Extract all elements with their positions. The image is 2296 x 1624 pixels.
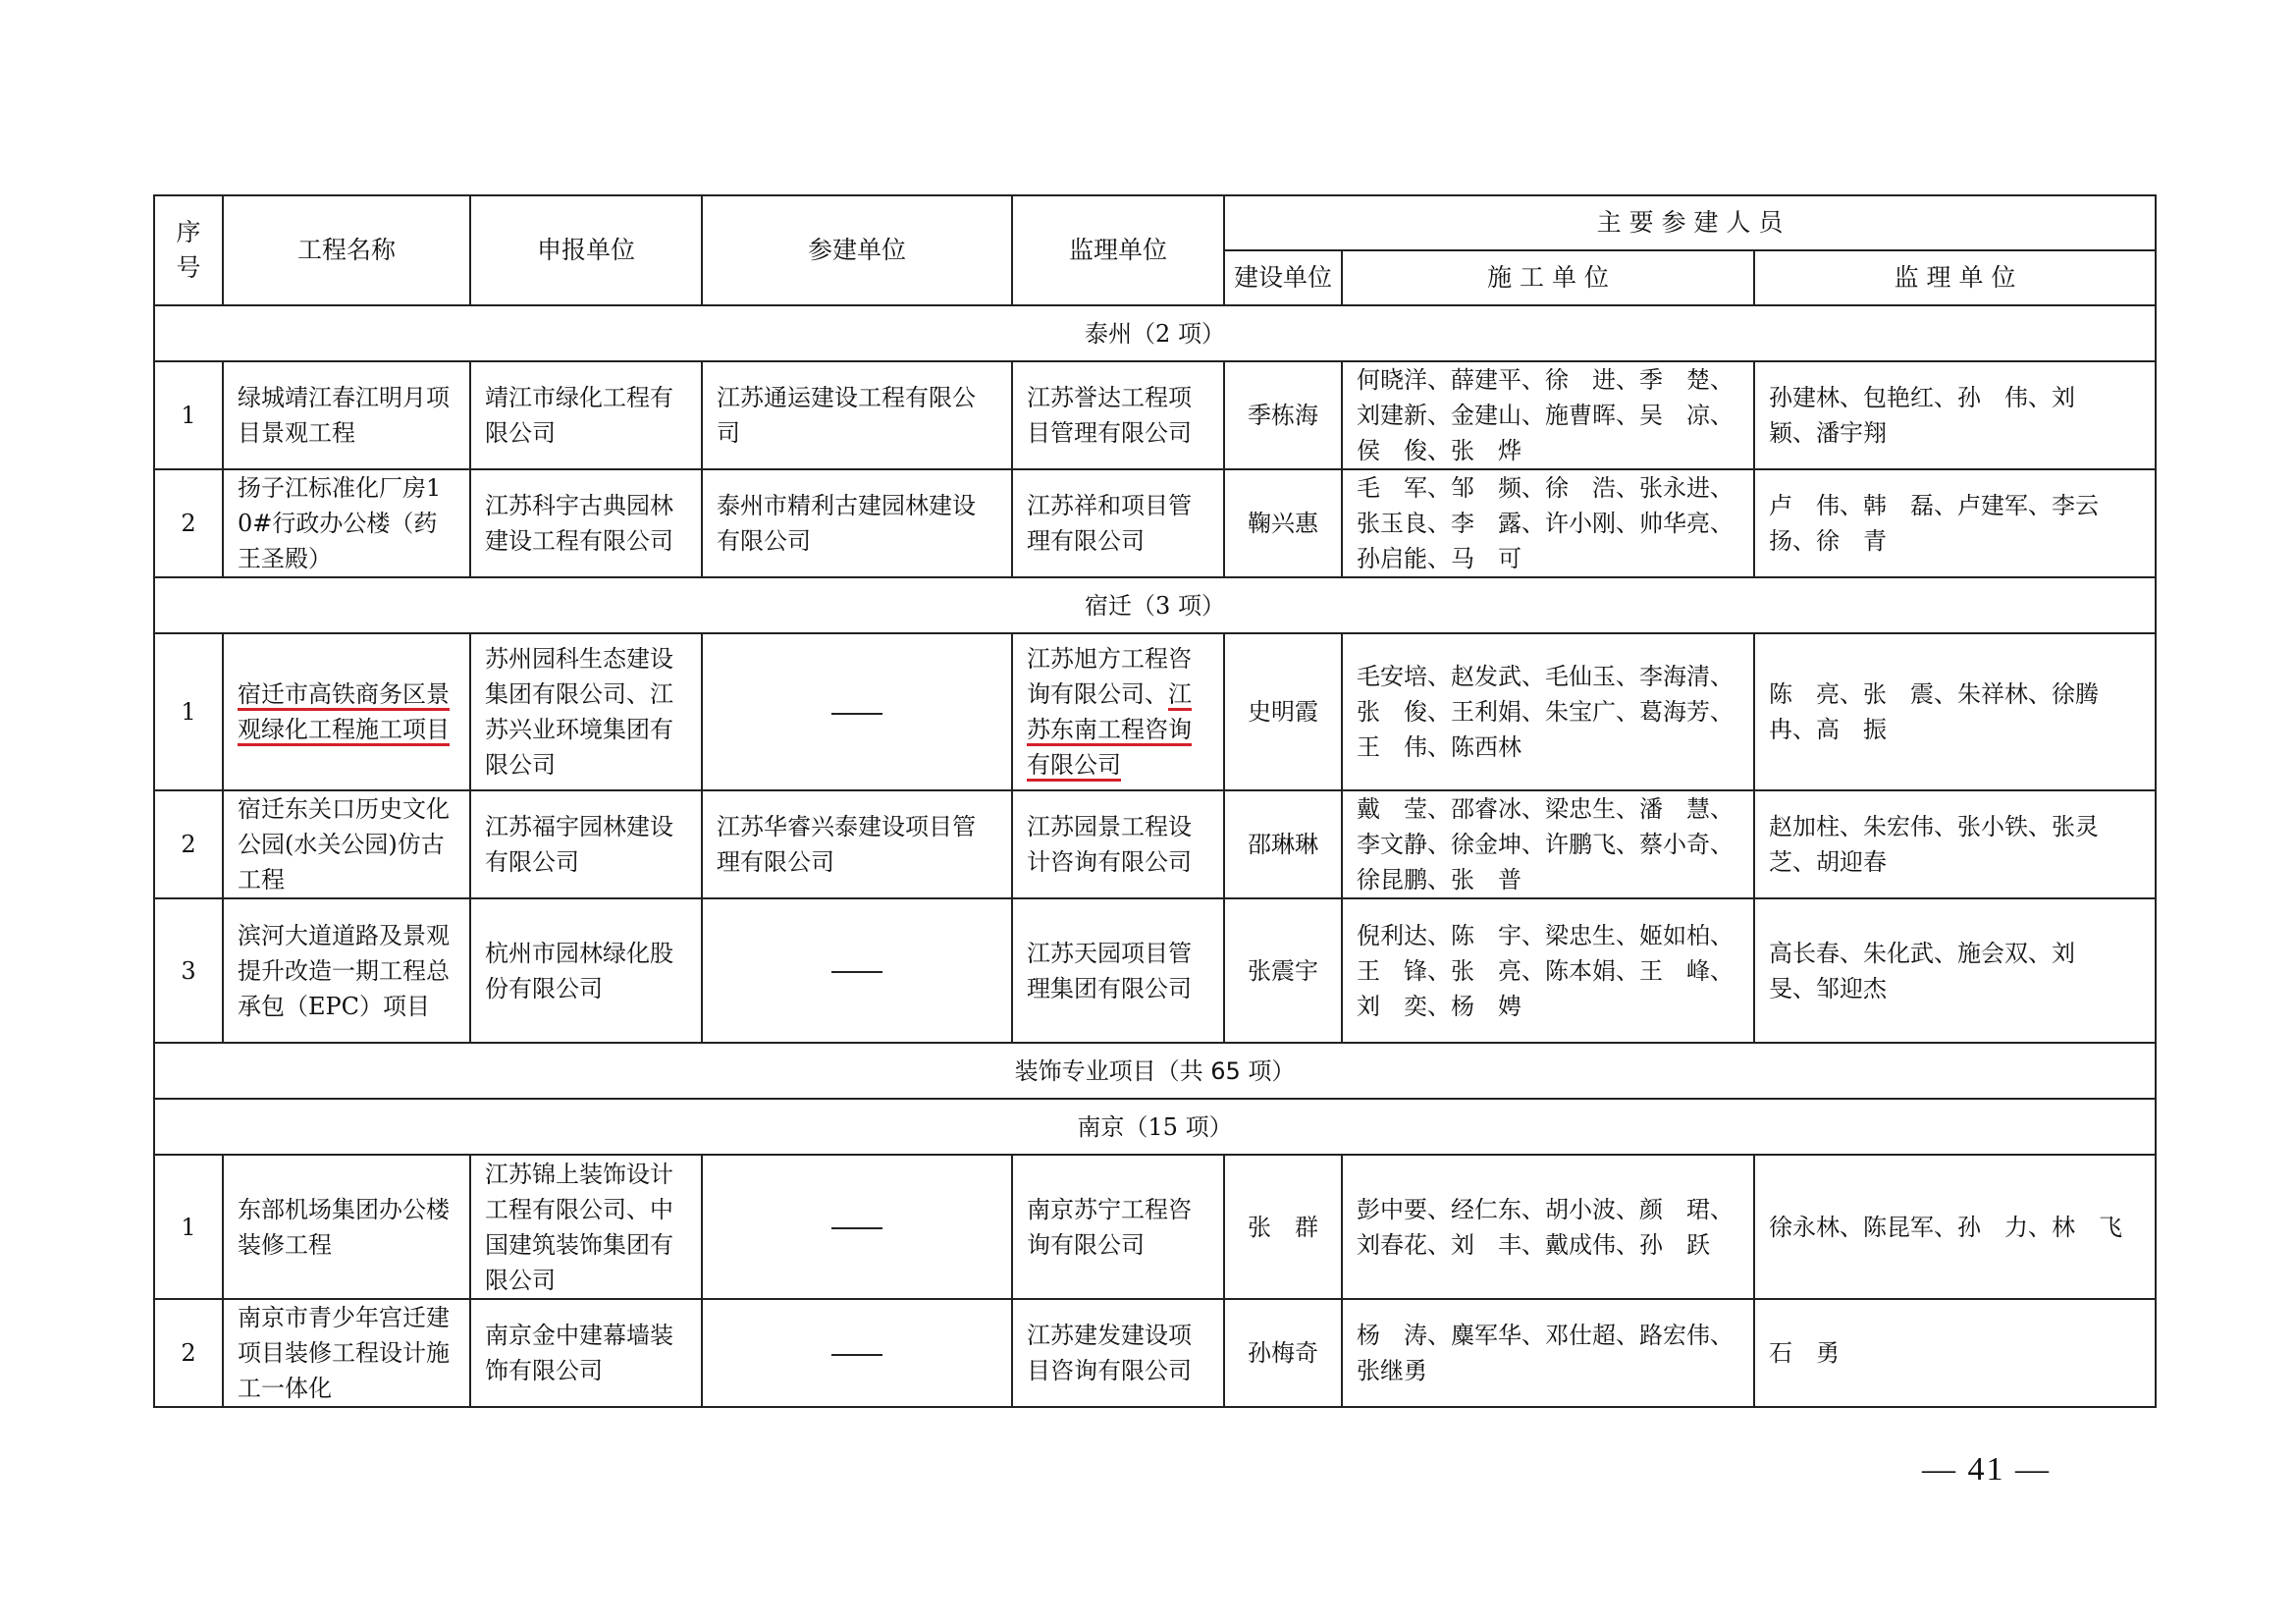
cell-construction: 毛 军、邹 频、徐 浩、张永进、张玉良、李 露、许小刚、帅华亮、孙启能、马 可 <box>1342 469 1754 577</box>
empty-dash <box>831 1227 882 1229</box>
cell-owner: 季栋海 <box>1224 361 1342 469</box>
cell-owner: 张 群 <box>1224 1155 1342 1299</box>
cell-name <box>223 633 470 790</box>
empty-dash <box>831 1354 882 1356</box>
cell-construction: 彭中要、经仁东、胡小波、颜 珺、刘春花、刘 丰、戴成伟、孙 跃 <box>1342 1155 1754 1299</box>
cell-no: 1 <box>154 633 223 790</box>
table-row <box>154 633 2156 790</box>
region-row <box>154 577 2156 633</box>
header-applicant: 申报单位 <box>470 195 702 305</box>
header-construction: 施 工 单 位 <box>1342 250 1754 305</box>
cell-applicant: 靖江市绿化工程有限公司 <box>470 361 702 469</box>
region-title: 宿迁（3 项） <box>154 577 2156 633</box>
region-row <box>154 305 2156 361</box>
cell-participant: 泰州市精利古建园林建设有限公司 <box>702 469 1012 577</box>
underlined-name: 宿迁市高铁商务区景观绿化工程施工项目 <box>238 680 450 743</box>
table-row <box>154 361 2156 469</box>
cell-owner: 史明霞 <box>1224 633 1342 790</box>
cell-applicant: 苏州园科生态建设集团有限公司、江苏兴业环境集团有限公司 <box>470 633 702 790</box>
cell-name: 南京市青少年宫迁建项目装修工程设计施工一体化 <box>223 1299 470 1407</box>
cell-participant <box>702 898 1012 1043</box>
cell-applicant: 杭州市园林绿化股份有限公司 <box>470 898 702 1043</box>
underlined-supervisor: 江苏东南工程咨询有限公司 <box>1027 680 1192 779</box>
cell-construction: 戴 莹、邵睿冰、梁忠生、潘 慧、李文静、徐金坤、许鹏飞、蔡小奇、徐昆鹏、张 普 <box>1342 790 1754 898</box>
cell-construction: 杨 涛、麋军华、邓仕超、路宏伟、张继勇 <box>1342 1299 1754 1407</box>
cell-construction: 倪利达、陈 宇、梁忠生、姬如柏、王 锋、张 亮、陈本娟、王 峰、刘 奕、杨 娉 <box>1342 898 1754 1043</box>
header-owner: 建设单位 <box>1224 250 1342 305</box>
cell-supervisor: 江苏祥和项目管理有限公司 <box>1012 469 1224 577</box>
cell-applicant: 江苏科宇古典园林建设工程有限公司 <box>470 469 702 577</box>
cell-owner: 孙梅奇 <box>1224 1299 1342 1407</box>
header-supervision: 监 理 单 位 <box>1754 250 2156 305</box>
cell-construction: 何晓洋、薛建平、徐 进、季 楚、刘建新、金建山、施曹晖、吴 凉、侯 俊、张 烨 <box>1342 361 1754 469</box>
cell-owner: 张震宇 <box>1224 898 1342 1043</box>
cell-name: 滨河大道道路及景观提升改造一期工程总承包（EPC）项目 <box>223 898 470 1043</box>
supervisor-text: 江苏旭方工程咨询有限公司、 <box>1027 645 1192 708</box>
cell-no: 2 <box>154 469 223 577</box>
cell-participant: 江苏华睿兴泰建设项目管理有限公司 <box>702 790 1012 898</box>
header-name: 工程名称 <box>223 195 470 305</box>
cell-no: 3 <box>154 898 223 1043</box>
cell-supervision: 赵加柱、朱宏伟、张小铁、张灵芝、胡迎春 <box>1754 790 2156 898</box>
cell-supervisor: 江苏天园项目管理集团有限公司 <box>1012 898 1224 1043</box>
section-row <box>154 1043 2156 1099</box>
cell-no: 1 <box>154 361 223 469</box>
header-row <box>154 195 2156 250</box>
region-title: 泰州（2 项） <box>154 305 2156 361</box>
cell-applicant: 江苏锦上装饰设计工程有限公司、中国建筑装饰集团有限公司 <box>470 1155 702 1299</box>
cell-supervisor: 江苏建发建设项目咨询有限公司 <box>1012 1299 1224 1407</box>
cell-participant <box>702 1299 1012 1407</box>
cell-applicant: 江苏福宇园林建设有限公司 <box>470 790 702 898</box>
cell-name: 扬子江标准化厂房10#行政办公楼（药王圣殿） <box>223 469 470 577</box>
cell-no: 2 <box>154 790 223 898</box>
cell-name: 东部机场集团办公楼装修工程 <box>223 1155 470 1299</box>
header-no: 序号 <box>154 195 223 305</box>
cell-supervision: 卢 伟、韩 磊、卢建军、李云扬、徐 青 <box>1754 469 2156 577</box>
cell-supervisor: 江苏誉达工程项目管理有限公司 <box>1012 361 1224 469</box>
cell-applicant: 南京金中建幕墙装饰有限公司 <box>470 1299 702 1407</box>
cell-supervisor: 江苏园景工程设计咨询有限公司 <box>1012 790 1224 898</box>
region-title: 南京（15 项） <box>154 1099 2156 1155</box>
cell-participant: 江苏通运建设工程有限公司 <box>702 361 1012 469</box>
empty-dash <box>831 713 882 715</box>
cell-supervisor: 南京苏宁工程咨询有限公司 <box>1012 1155 1224 1299</box>
cell-no: 2 <box>154 1299 223 1407</box>
cell-participant <box>702 633 1012 790</box>
table-row <box>154 1299 2156 1407</box>
header-main-staff: 主 要 参 建 人 员 <box>1224 195 2156 250</box>
page-number: — 41 — <box>1922 1451 2051 1488</box>
projects-table <box>153 194 2157 1408</box>
cell-owner: 鞠兴惠 <box>1224 469 1342 577</box>
header-supervisor: 监理单位 <box>1012 195 1224 305</box>
empty-dash <box>831 971 882 973</box>
cell-supervision: 孙建林、包艳红、孙 伟、刘 颖、潘宇翔 <box>1754 361 2156 469</box>
cell-construction: 毛安培、赵发武、毛仙玉、李海清、张 俊、王利娟、朱宝广、葛海芳、王 伟、陈西林 <box>1342 633 1754 790</box>
table-row <box>154 790 2156 898</box>
cell-name: 绿城靖江春江明月项目景观工程 <box>223 361 470 469</box>
cell-no: 1 <box>154 1155 223 1299</box>
table-row <box>154 469 2156 577</box>
table-row <box>154 1155 2156 1299</box>
region-row <box>154 1099 2156 1155</box>
cell-participant <box>702 1155 1012 1299</box>
header-participant: 参建单位 <box>702 195 1012 305</box>
cell-supervision: 徐永林、陈昆军、孙 力、林 飞 <box>1754 1155 2156 1299</box>
cell-supervision: 石 勇 <box>1754 1299 2156 1407</box>
table-row <box>154 898 2156 1043</box>
cell-supervisor <box>1012 633 1224 790</box>
section-title: 装饰专业项目（共 65 项） <box>154 1043 2156 1099</box>
cell-name: 宿迁东关口历史文化公园(水关公园)仿古工程 <box>223 790 470 898</box>
cell-supervision: 陈 亮、张 震、朱祥林、徐腾冉、高 振 <box>1754 633 2156 790</box>
cell-supervision: 高长春、朱化武、施会双、刘 旻、邹迎杰 <box>1754 898 2156 1043</box>
cell-owner: 邵琳琳 <box>1224 790 1342 898</box>
